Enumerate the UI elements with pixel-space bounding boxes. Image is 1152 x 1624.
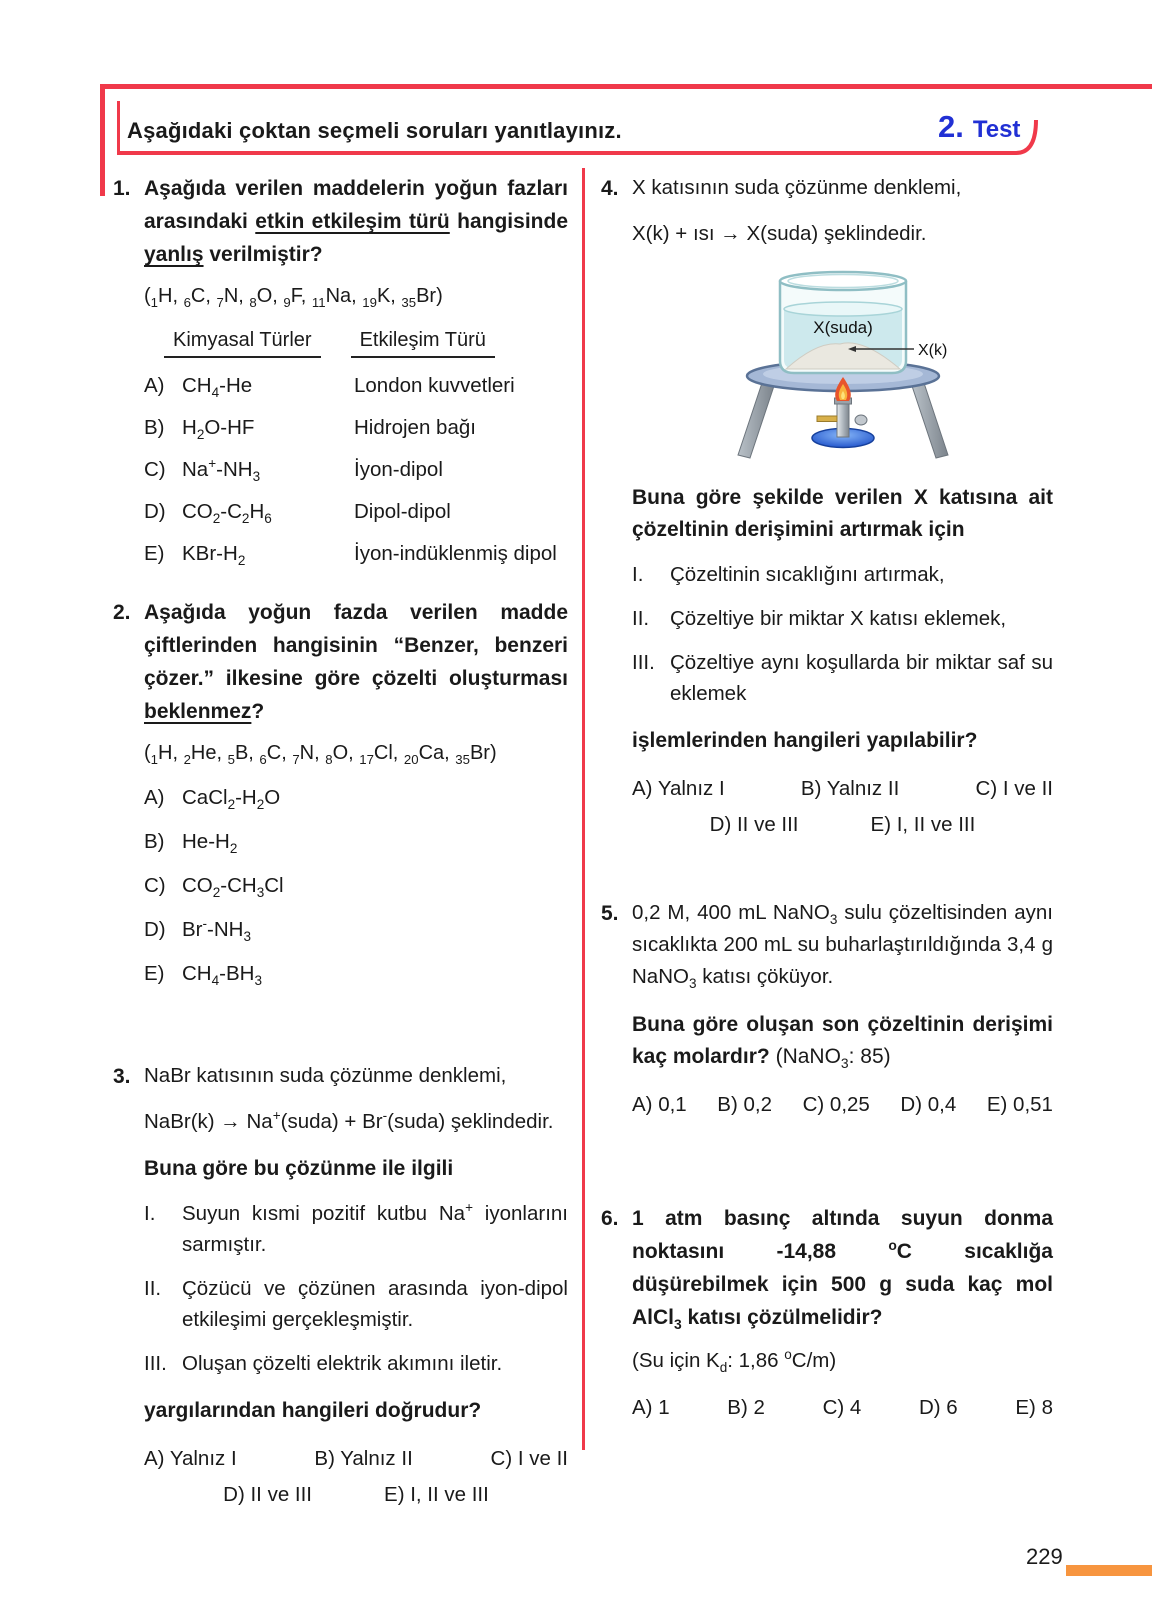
question-6-number: 6. (601, 1207, 619, 1230)
option-c: C) I ve II (975, 777, 1053, 800)
option-pair: KBr-$H_2$ (182, 542, 246, 569)
test-number: 2. (938, 109, 964, 144)
question-6 (601, 1202, 1053, 1420)
statement-text: Çözeltiye bir miktar X katısı eklemek, (670, 607, 1007, 630)
question-1-number: 1. (113, 177, 131, 200)
question-4-question: işlemlerinden hangileri yapılabilir? (632, 729, 978, 752)
statement-numeral: III. (144, 1352, 167, 1375)
question-4-options-row-2 (632, 813, 1053, 837)
question-5-note: (NaNO$_3$: 85) (775, 1045, 891, 1072)
option-d: D) 6 (918, 1396, 958, 1419)
burner-gas-tube (817, 416, 837, 422)
question-3-lead: Buna göre bu çözünme ile ilgili (144, 1157, 454, 1180)
option-a: A) 0,1 (632, 1093, 687, 1116)
option-type: London kuvvetleri (354, 374, 515, 397)
question-5 (601, 897, 1053, 1117)
option-label: E) (144, 542, 165, 565)
option-pair: $H_2O-HF$ (182, 416, 255, 443)
option-a: A) Yalnız I (144, 1447, 237, 1470)
column-header-interaction-type: Etkileşim Türü (351, 329, 495, 358)
left-column (113, 172, 568, 1507)
question-6-note: (Su için $K_d$: 1,86 $^o$C/m) (632, 1347, 837, 1376)
statement-text: Çözeltiye aynı koşullarda bir miktar saf su eklemek (670, 651, 1053, 705)
option-type: İyon-dipol (354, 458, 443, 481)
option-type: İyon-indüklenmiş dipol (354, 542, 557, 565)
table-leg-right (912, 383, 948, 458)
burner-knob (855, 415, 867, 425)
question-2-stem: Aşağıda yoğun fazda verilen madde çiftlerinden hangisinin “Benzer, benzeri çözer.” ilkesine göre çözelti oluşturması beklenmez? (144, 601, 568, 723)
table-leg-left (738, 383, 774, 458)
statement-text: Oluşan çözelti elektrik akımını iletir. (182, 1352, 503, 1375)
option-e (144, 540, 568, 568)
statement-2 (144, 1273, 568, 1335)
statement-text: Çözeltinin sıcaklığını artırmak, (670, 563, 945, 586)
liquid-surface (784, 302, 902, 316)
question-6-options (632, 1396, 1053, 1420)
option-e: E) I, II ve III (384, 1483, 489, 1506)
statement-2 (632, 603, 1053, 634)
statement-numeral: III. (632, 651, 655, 674)
option-type: Dipol-dipol (354, 500, 451, 523)
statement-numeral: II. (632, 607, 650, 630)
option-b: B) Yalnız II (314, 1447, 413, 1470)
question-1 (113, 172, 568, 568)
option-d (144, 498, 568, 526)
question-1-stem: Aşağıda verilen maddelerin yoğun fazları arasındaki etkin etkileşim türü hangisinde yanlış verilmiştir? (144, 177, 568, 266)
option-c: C) 0,25 (802, 1093, 870, 1116)
question-2-number: 2. (113, 601, 131, 624)
option-b: B) 2 (727, 1396, 765, 1419)
question-6-stem: 1 atm basınç altında suyun donma noktasını -14,88 $^o$C sıcaklığa düşürebilmek için 500 g suda kaç mol AlCl$_3$ katısı çözülmelidir? (632, 1207, 1053, 1333)
solution-label: X(suda) (812, 318, 873, 337)
question-3-equation: NaBr(k) → Na+(suda) + Br-(suda) şeklindedir. (144, 1108, 554, 1133)
page-number: 229 (1026, 1544, 1063, 1569)
question-4-figure (718, 265, 968, 466)
question-4 (601, 172, 1053, 837)
question-4-equation: X(k) + ısı → X(suda) şeklindedir. (632, 222, 927, 245)
statement-text: Suyun kısmi pozitif kutbu Na+ iyonlarını sarmıştır. (182, 1200, 568, 1256)
statement-3 (632, 647, 1053, 709)
option-b: B) 0,2 (717, 1093, 772, 1116)
footer-accent-bar (1066, 1565, 1152, 1576)
option-label: B) (144, 830, 165, 853)
option-text: $CaCl_2-H_2O$ (182, 786, 281, 813)
question-3-options-row-2 (144, 1483, 568, 1507)
frame-top-line (100, 84, 1152, 89)
question-5-stem: 0,2 M, 400 mL NaNO$_3$ sulu çözeltisinden aynı sıcaklıkta 200 mL su buharlaştırıldığında 3,4 g NaNO$_3$ katısı çöküyor. (632, 901, 1053, 992)
option-a (144, 784, 568, 812)
option-label: A) (144, 374, 165, 397)
test-word: Test (972, 116, 1021, 143)
option-label: C) (144, 874, 166, 897)
option-pair: $CO_2-C_2H_6$ (182, 500, 272, 527)
statement-3 (144, 1348, 568, 1379)
option-b: B) Yalnız II (800, 777, 900, 800)
question-3-options-row-1 (144, 1447, 568, 1471)
option-e: E) 8 (1015, 1396, 1053, 1419)
question-5-question (632, 1009, 1053, 1073)
right-column (601, 172, 1053, 1420)
option-label: C) (144, 458, 166, 481)
option-e (144, 960, 568, 988)
statement-numeral: II. (144, 1277, 162, 1300)
question-5-number: 5. (601, 902, 619, 925)
option-text: $Br^--NH_3$ (182, 916, 251, 945)
burner-stem (837, 403, 849, 437)
option-pair: $Na^+-NH_3$ (182, 456, 261, 485)
option-label: D) (144, 500, 166, 523)
header-instruction: Aşağıdaki çoktan seçmeli soruları yanıtlayınız. (127, 118, 622, 143)
option-d: D) II ve III (709, 813, 799, 836)
option-b (144, 828, 568, 856)
column-header-chemical-species: Kimyasal Türler (164, 329, 321, 358)
option-d: D) 0,4 (900, 1093, 957, 1116)
option-text: $He-H_2$ (182, 830, 238, 857)
option-a (144, 372, 568, 400)
option-c (144, 872, 568, 900)
option-e: E) 0,51 (986, 1093, 1053, 1116)
option-text: $CH_4-BH_3$ (182, 962, 262, 989)
frame-left-line (100, 84, 105, 196)
option-label: B) (144, 416, 165, 439)
statement-numeral: I. (632, 563, 644, 586)
option-pair: $CH_4-He$ (182, 374, 253, 401)
option-label: E) (144, 962, 165, 985)
test-badge (938, 109, 1020, 145)
option-c: C) I ve II (490, 1447, 568, 1470)
option-d: D) II ve III (223, 1483, 313, 1506)
question-3-intro: NaBr katısının suda çözünme denklemi, (144, 1064, 507, 1087)
question-3 (113, 1060, 568, 1507)
solid-label: X(k) (917, 342, 947, 359)
question-1-table-headers (164, 329, 568, 358)
option-text: $CO_2-CH_3Cl$ (182, 874, 284, 901)
option-type: Hidrojen bağı (354, 416, 476, 439)
question-2-elements: ($_1H$, $_2$He, $_5$B, $_6$C, $_7$N, $_8$O, $_{17}$Cl, $_{20}$Ca, $_{35}$Br) (144, 742, 497, 767)
question-3-question: yargılarından hangileri doğrudur? (144, 1399, 482, 1422)
option-d (144, 916, 568, 944)
question-5-options (632, 1093, 1053, 1117)
question-4-number: 4. (601, 177, 619, 200)
option-e: E) I, II ve III (870, 813, 976, 836)
statement-text: Çözücü ve çözünen arasında iyon-dipol etkileşimi gerçekleşmiştir. (182, 1277, 568, 1331)
statement-1 (632, 559, 1053, 590)
statement-1 (144, 1198, 568, 1260)
option-c (144, 456, 568, 484)
beaker-on-burner-illustration (718, 265, 968, 461)
question-4-intro: X katısının suda çözünme denklemi, (632, 176, 962, 199)
option-a: A) Yalnız I (632, 777, 725, 800)
question-5-question-bold: Buna göre oluşan son çözeltinin derişimi kaç molardır? (632, 1013, 1053, 1068)
question-3-number: 3. (113, 1065, 131, 1088)
option-c: C) 4 (822, 1396, 862, 1419)
question-2 (113, 596, 568, 988)
option-label: D) (144, 918, 166, 941)
option-label: A) (144, 786, 165, 809)
question-4-options-row-1 (632, 777, 1053, 801)
question-1-elements: ($_1H$, $_6$C, $_7$N, $_8$O, $_9$F, $_{11}$Na, $_{19}$K, $_{35}$Br) (144, 285, 443, 310)
statement-numeral: I. (144, 1202, 156, 1225)
option-a: A) 1 (632, 1396, 670, 1419)
option-b (144, 414, 568, 442)
question-4-lead: Buna göre şekilde verilen X katısına ait çözeltinin derişimini artırmak için (632, 486, 1053, 541)
column-divider-line (582, 168, 585, 1450)
